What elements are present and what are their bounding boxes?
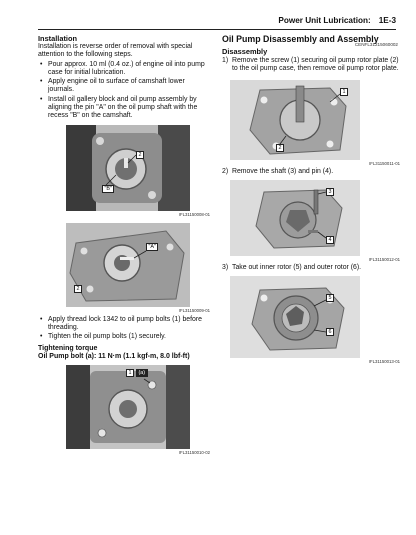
figure-oil-pump-pin bbox=[66, 223, 210, 313]
callout-a-torque: (a) bbox=[136, 369, 148, 377]
right-column bbox=[222, 34, 400, 364]
document-code: CENFL31215060002 bbox=[354, 42, 398, 47]
disassembly-steps-list-2 bbox=[222, 168, 400, 176]
callout-5: 5 bbox=[326, 294, 334, 302]
disassembly-section-heading: Oil Pump Disassembly and Assembly bbox=[222, 34, 379, 44]
install-steps-list bbox=[38, 61, 210, 121]
torque-value: Oil Pump bolt (a): 11 N·m (1.1 kgf-m, 8.0 lbf-ft) bbox=[38, 352, 190, 360]
photo-camshaft bbox=[66, 125, 190, 211]
figure-oil-pump-bolt bbox=[66, 365, 210, 455]
callout-3: 3 bbox=[326, 188, 334, 196]
callout-1: 1 bbox=[340, 88, 348, 96]
page-header bbox=[38, 15, 396, 30]
figure-caption: IFL31150008-01 bbox=[178, 211, 210, 217]
photo-shaft-pin bbox=[230, 180, 360, 256]
step-number: 2) bbox=[222, 167, 229, 175]
bolt-steps-list bbox=[38, 316, 210, 342]
photo-rotors bbox=[230, 276, 360, 358]
figure-caption: IFL31150009-01 bbox=[178, 307, 210, 313]
list-item bbox=[222, 264, 400, 272]
list-item: • Pour approx. 10 ml (0.4 oz.) of engine oil into pump case for initial lubrication. bbox=[48, 61, 210, 78]
step-text: Remove the shaft (3) and pin (4). bbox=[232, 167, 334, 175]
figure-rotor-plate bbox=[230, 80, 400, 166]
callout-2: 2 bbox=[74, 285, 82, 293]
torque-heading: Tightening torque bbox=[38, 344, 98, 352]
figure-caption: IFL31150010-02 bbox=[178, 450, 210, 456]
callout-1: 1 bbox=[126, 369, 134, 377]
page-number: 1E-3 bbox=[378, 16, 396, 25]
list-item: • Apply engine oil to surface of camshaft lower journals. bbox=[48, 78, 210, 95]
figure-caption: IFL31150011-01 bbox=[369, 160, 400, 166]
figure-shaft-pin bbox=[230, 180, 400, 262]
callout-4: 4 bbox=[326, 236, 334, 244]
figure-rotors bbox=[230, 276, 400, 364]
step-number: 3) bbox=[222, 263, 229, 271]
list-item: • Tighten the oil pump bolts (1) securely. bbox=[48, 333, 210, 341]
step-text: Remove the screw (1) securing oil pump rotor plate (2) to the oil pump case, then remove oil pump rotor plate. bbox=[232, 57, 399, 73]
figure-caption: IFL31150012-01 bbox=[368, 256, 400, 262]
photo-oil-pump-bolt bbox=[66, 365, 190, 449]
left-column bbox=[38, 34, 210, 455]
list-item: • Apply thread lock 1342 to oil pump bolts (1) before threading. bbox=[48, 316, 210, 333]
step-text: Take out inner rotor (5) and outer rotor (6). bbox=[232, 263, 362, 271]
list-item: • Install oil gallery block and oil pump assembly by aligning the pin "A" on the oil pump shaft with the recess "B" on the camshaft. bbox=[48, 96, 210, 121]
disassembly-steps-list bbox=[222, 57, 400, 74]
section-title: Power Unit Lubrication: bbox=[278, 16, 371, 25]
figure-camshaft-recess bbox=[66, 125, 210, 217]
callout-a: "A" bbox=[146, 243, 158, 251]
list-item bbox=[222, 57, 400, 74]
installation-heading: Installation bbox=[38, 34, 78, 43]
step-number: 1) bbox=[222, 57, 229, 64]
photo-oil-pump-pin bbox=[66, 223, 190, 307]
installation-intro: Installation is reverse order of removal with special attention to the following steps. bbox=[38, 43, 193, 59]
figure-caption: IFL31150013-01 bbox=[368, 359, 400, 365]
disassembly-steps-list-3 bbox=[222, 264, 400, 272]
disassembly-subheading: Disassembly bbox=[222, 47, 268, 56]
list-item bbox=[222, 168, 400, 176]
callout-2: 2 bbox=[276, 144, 284, 152]
callout-6: 6 bbox=[326, 328, 334, 336]
callout-2: 2 bbox=[136, 151, 144, 159]
callout-b: "B" bbox=[102, 185, 114, 193]
